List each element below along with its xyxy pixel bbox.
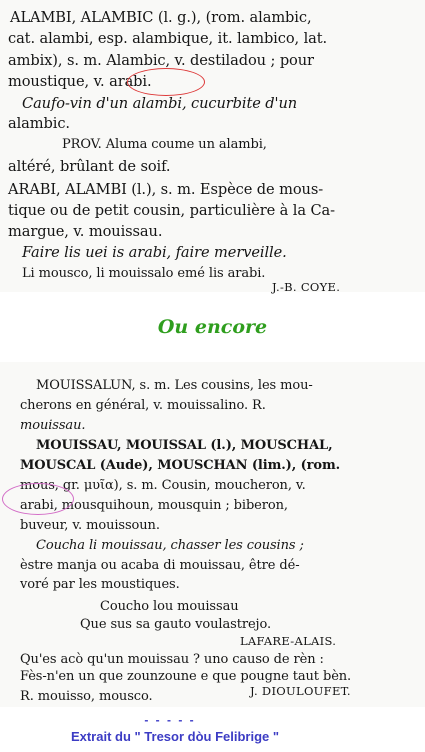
entry-line: ARABI, ALAMBI (l.), s. m. Espèce de mous- — [8, 181, 324, 198]
entry-line: Faire lis uei is arabi, faire merveille. — [22, 244, 287, 261]
quote-line: Fès-n'en un que zounzoune e que pougne taut bèn. — [20, 669, 352, 684]
author-signature: J. DIOULOUFET. — [250, 684, 351, 698]
entry-line: ALAMBI, ALAMBIC (l. g.), (rom. alambic, — [10, 9, 312, 26]
entry-line: Coucha li mouissau, chasser les cousins ; — [36, 538, 304, 553]
entry-line: tique ou de petit cousin, particulière à la Ca- — [8, 202, 335, 219]
quote-line: Que sus sa gauto voulastrejo. — [80, 617, 272, 632]
footer-dashes: - - - - - — [144, 713, 196, 727]
entry-line: mouissau. — [20, 418, 86, 433]
entry-line: PROV. Aluma coume un alambi, — [62, 137, 267, 152]
entry-line: R. mouisso, mousco. — [20, 689, 153, 704]
top-dictionary-excerpt — [0, 0, 425, 292]
entry-line: MOUISSAU, MOUISSAL (l.), MOUSCHAL, — [36, 438, 333, 453]
quote-line: Coucho lou mouissau — [100, 599, 239, 614]
source-credit: Extrait du " Tresor dòu Felibrige " — [70, 729, 280, 744]
entry-line: margue, v. mouissau. — [8, 223, 163, 240]
entry-line: buveur, v. mouissoun. — [20, 518, 160, 533]
annotation-circle-arabi — [2, 483, 74, 515]
entry-line: Caufo-vin d'un alambi, cucurbite d'un — [22, 95, 298, 112]
separator-heading: Ou encore — [157, 316, 268, 338]
annotation-circle-arabi — [127, 68, 205, 96]
entry-line: ambix), s. m. Alambic, v. destiladou ; pour — [8, 52, 314, 69]
entry-line: mous, gr. μυῖα), s. m. Cousin, moucheron, v. — [20, 478, 306, 493]
entry-line: voré par les moustiques. — [20, 577, 180, 592]
entry-line: MOUISSALUN, s. m. Les cousins, les mou- — [36, 378, 313, 393]
entry-line: èstre manja ou acaba di mouissau, être dé- — [20, 558, 300, 573]
quote-line: Qu'es acò qu'un mouissau ? uno causo de rèn : — [20, 652, 324, 667]
entry-line: alambic. — [8, 115, 70, 132]
bottom-dictionary-excerpt — [0, 362, 425, 707]
entry-line: moustique, v. arabi. — [8, 73, 152, 90]
entry-line: arabi, mousquihoun, mousquin ; biberon, — [20, 498, 288, 513]
entry-line: cherons en général, v. mouissalino. R. — [20, 398, 266, 413]
entry-line: cat. alambi, esp. alambique, it. lambico, lat. — [8, 30, 328, 47]
entry-line: MOUSCAL (Aude), MOUSCHAN (lim.), (rom. — [20, 458, 341, 473]
entry-line: Li mousco, li mouissalo emé lis arabi. — [22, 266, 266, 281]
author-signature: J.-B. COYE. — [272, 280, 341, 294]
entry-line: altéré, brûlant de soif. — [8, 158, 171, 175]
author-signature: LAFARE-ALAIS. — [240, 634, 337, 648]
